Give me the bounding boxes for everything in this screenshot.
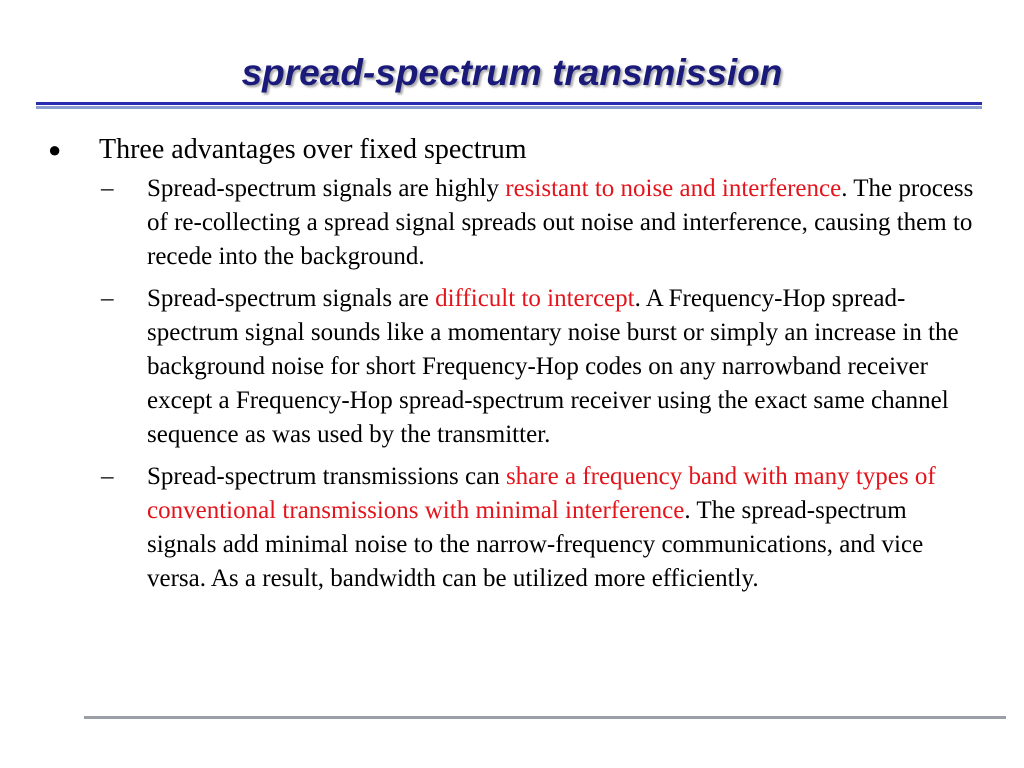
subbullet-text: . The spread-spectrum signals add minimal noise to the narrow-frequency communications, and vice versa. As a result, bandwidth can be utilized more efficiently. xyxy=(147,497,924,592)
subbullet-highlight: share a frequency band with many types of conventional transmissions with minimal interference xyxy=(147,463,936,524)
subbullet-marker: – xyxy=(101,463,114,490)
title-underline-dark xyxy=(36,102,982,105)
subbullet-text: Spread-spectrum transmissions can xyxy=(147,463,506,490)
subbullet-highlight: difficult to intercept xyxy=(435,285,635,312)
subbullet-highlight: resistant to noise and interference xyxy=(505,175,842,202)
slide-body xyxy=(46,133,986,596)
title-underline xyxy=(36,102,982,110)
bullet-text: Three advantages over fixed spectrum xyxy=(99,134,527,165)
title-underline-light xyxy=(36,106,982,109)
subbullet-marker: – xyxy=(101,175,114,202)
subbullet-marker: – xyxy=(101,285,114,312)
subbullet-text: Spread-spectrum signals are highly xyxy=(147,175,506,202)
slide-title: spread-spectrum transmission xyxy=(241,52,783,93)
subbullet-item-1 xyxy=(46,172,986,274)
subbullet-item-2 xyxy=(46,282,986,452)
subbullet-text: Spread-spectrum signals are xyxy=(147,285,436,312)
bullet-item xyxy=(46,133,986,167)
subbullet-text: . The process of re-collecting a spread signal spreads out noise and interference, causing them to recede into the background. xyxy=(147,175,974,270)
subbullet-item-3 xyxy=(46,460,986,596)
subbullet-text: . A Frequency-Hop spread-spectrum signal sounds like a momentary noise burst or simply an increase in the background noise for short Frequency-Hop codes on any narrowband receiver except a Frequency-Hop spread-spectrum receiver using the exact same channel sequence as was used by the transmitter. xyxy=(147,285,959,448)
footer-divider xyxy=(84,716,1006,719)
bullet-marker: ● xyxy=(48,137,62,162)
